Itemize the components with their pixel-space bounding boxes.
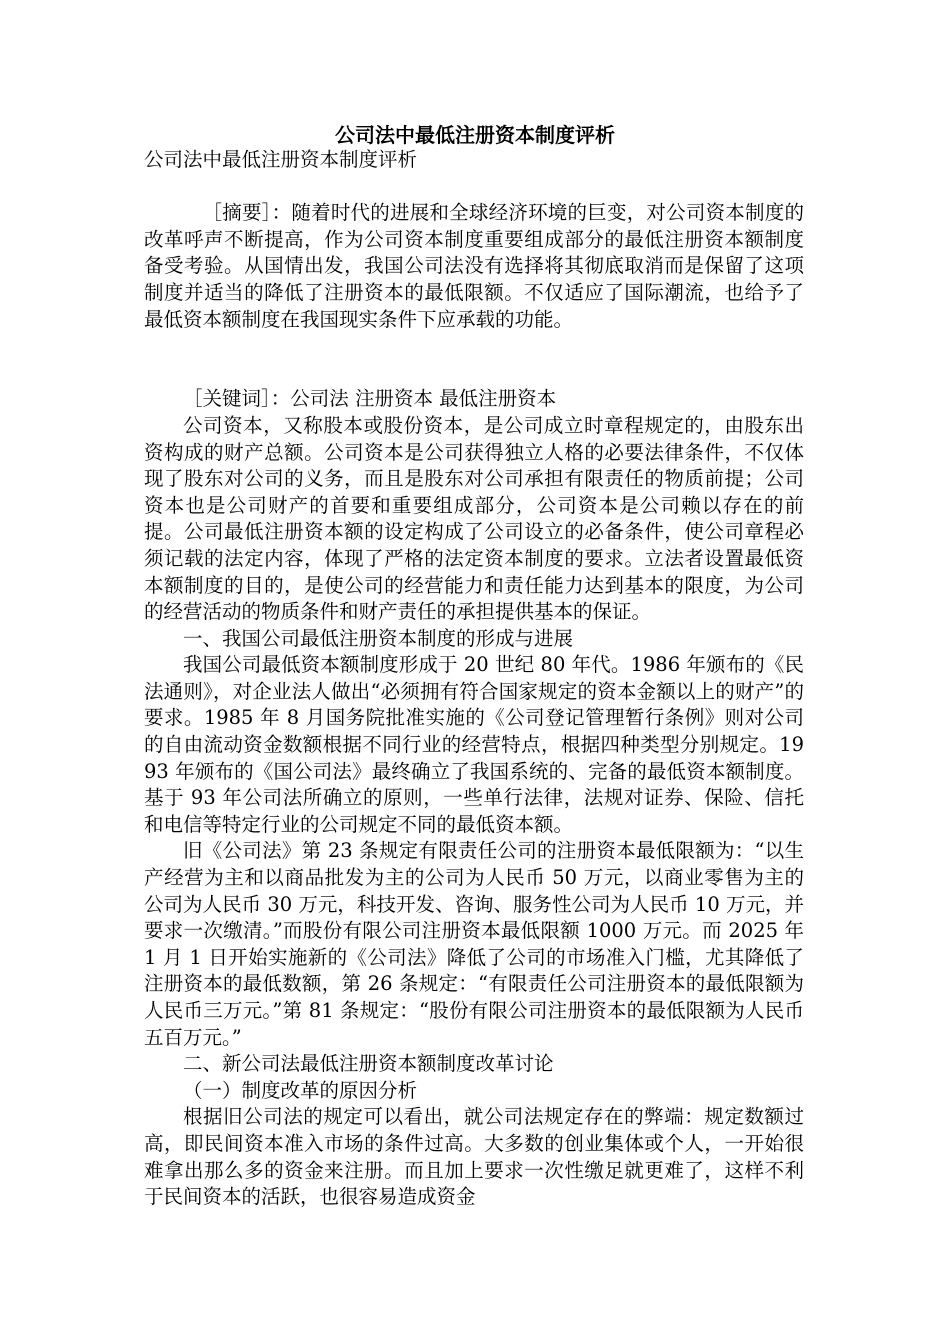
body-paragraph: 我国公司最低资本额制度形成于 20 世纪 80 年代。1986 年颁布的《民法通则》，对企业法人做出“必须拥有符合国家规定的资本金额以上的财产”的要求。1985 年 8 月国务院批准实施的《公司登记管理暂行条例》则对公司的自由流动资金数额根据不同行业的经营特点，根据四种类型分别规定。1993 年颁布的《国公司法》最终确立了我国系统的、完备的最低资本额制度。基于 93 年公司法所确立的原则，一些单行法律，法规对证券、保险、信托和电信等特定行业的公司规定不同的最低资本额。 <box>144 653 804 836</box>
section-heading: 一、我国公司最低注册资本制度的形成与进展 <box>183 626 574 650</box>
section-heading: 二、新公司法最低注册资本额制度改革讨论 <box>183 1052 554 1076</box>
keywords-line: ［关键词］：公司法 注册资本 最低注册资本 <box>183 387 557 411</box>
subsection-heading: （一）制度改革的原因分析 <box>183 1078 418 1102</box>
blank-line <box>144 174 804 201</box>
document-subtitle: 公司法中最低注册资本制度评析 <box>144 148 418 171</box>
body-paragraph: 公司资本，又称股本或股份资本，是公司成立时章程规定的，由股东出资构成的财产总额。公司资本是公司获得独立人格的必要法律条件，不仅体现了股东对公司的义务，而且是股东对公司承担有限责任的物质前提；公司资本也是公司财产的首要和重要组成部分，公司资本是公司赖以存在的前提。公司最低注册资本额的设定构成了公司设立的必备条件，使公司章程必须记载的法定内容，体现了严格的法定资本制度的要求。立法者设置最低资本额制度的目的，是使公司的经营能力和责任能力达到基本的限度，为公司的经营活动的物质条件和财产责任的承担提供基本的保证。 <box>144 413 804 624</box>
blank-line <box>144 360 804 387</box>
blank-line <box>144 333 804 360</box>
body-paragraph: 根据旧公司法的规定可以看出，就公司法规定存在的弊端：规定数额过高，即民间资本准入市场的条件过高。大多数的创业集体或个人，一开始很难拿出那么多的资金来注册。而且加上要求一次性缴足就更难了，这样不利于民间资本的活跃，也很容易造成资金 <box>144 1105 804 1209</box>
document-title: 公司法中最低注册资本制度评析 <box>335 123 615 147</box>
document-body <box>144 147 804 1211</box>
abstract-paragraph: ［摘要］：随着时代的进展和全球经济环境的巨变，对公司资本制度的改革呼声不断提高，作为公司资本制度重要组成部分的最低注册资本额制度备受考验。从国情出发，我国公司法没有选择将其彻底取消而是保留了这项制度并适当的降低了注册资本的最低限额。不仅适应了国际潮流，也给予了最低资本额制度在我国现实条件下应承载的功能。 <box>144 201 804 331</box>
body-paragraph: 旧《公司法》第 23 条规定有限责任公司的注册资本最低限额为：“以生产经营为主和以商品批发为主的公司为人民币 50 万元，以商业零售为主的公司为人民币 30 万元，科技开发、咨询、服务性公司为人民币 10 万元，并要求一次缴清。”而股份有限公司注册资本最低限额 1000 万元。而 2025 年 1 月 1 日开始实施新的《公司法》降低了公司的市场准入门槛，尤其降低了注册资本的最低数额，第 26 条规定：“有限责任公司注册资本的最低限额为人民币三万元。”第 81 条规定：“股份有限公司注册资本的最低限额为人民币五百万元。” <box>144 839 804 1049</box>
